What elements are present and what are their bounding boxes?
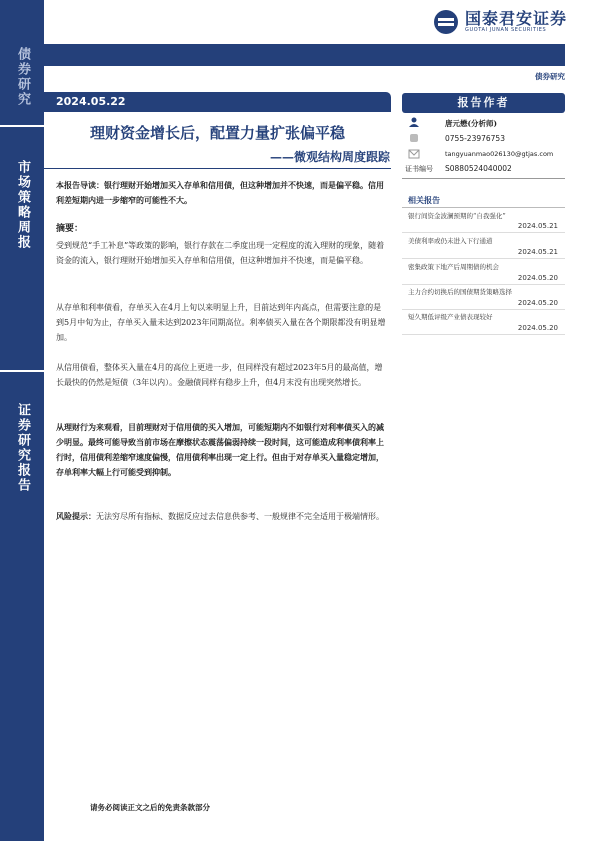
sidebar-bottom-label: 证券研究报告 [15, 403, 30, 493]
title-divider [44, 168, 391, 169]
logo-name-cn: 国泰君安证券 [464, 9, 567, 28]
sidebar [0, 0, 44, 841]
sidebar-divider [0, 125, 44, 127]
author-email[interactable]: tangyuanmao026130@gtjas.com [445, 150, 554, 158]
related-report-date: 2024.05.20 [517, 299, 558, 307]
guide-label: 本报告导读： [56, 180, 104, 190]
related-report-title[interactable]: 短久期低评级产业债表现较好 [408, 313, 493, 321]
risk-label: 风险提示： [56, 511, 96, 521]
related-report-date: 2024.05.21 [517, 248, 558, 256]
footer-disclaimer: 请务必阅读正文之后的免责条款部分 [90, 803, 210, 812]
risk-warning [56, 509, 386, 524]
related-divider [402, 207, 565, 208]
abstract-paragraph: 从存单和利率债看，存单买入在4月上旬以来明显上升，目前达到年内高点，但需要注意的是到5月中旬为止，存单买入量未达到2023年同期高位。利率债买入量在各个期限都没有明显增加。 [56, 303, 386, 342]
related-report-date: 2024.05.20 [517, 274, 558, 282]
list-divider [402, 258, 565, 259]
abstract-paragraph: 从理财行为来观看，目前理财对于信用债的买入增加，可能短期内不如银行对利率债买入的减少明显。最终可能导致当前市场在摩擦状态震荡偏弱持续一段时间，这可能造成利率债利率上行时，信用债利差缩窄速度偏慢，信用债利率出现一定上行。但由于对存单买入量稳定增加，存单利率大幅上行可能受到抑制。 [56, 422, 384, 477]
related-report-date: 2024.05.21 [517, 222, 558, 230]
list-divider [402, 284, 565, 285]
guide-text: 银行理财开始增加买入存单和信用债，但这种增加并不快速，而是偏平稳。信用利差短期内进一步缩窄的可能性不大。 [56, 180, 384, 205]
related-report-date: 2024.05.20 [517, 324, 558, 332]
risk-text: 无法穷尽所有指标、数据反应过去信息供参考、一般规律不完全适用于极端情形。 [96, 512, 384, 521]
report-guide [56, 178, 386, 208]
document-type: 债券研究 [535, 72, 565, 81]
related-report-title[interactable]: 主力合约切换后的国债期货策略选择 [408, 288, 512, 296]
related-report-title[interactable]: 银行间资金波澜预期的“自我强化” [408, 212, 506, 220]
cert-number: S0880524040002 [445, 164, 512, 173]
email-icon [408, 149, 420, 159]
header-bar [44, 44, 565, 66]
report-subtitle: ——微观结构周度跟踪 [269, 150, 390, 164]
phone-icon [408, 133, 420, 143]
related-report-title[interactable]: 美债利率或仍未进入下行通道 [408, 237, 493, 245]
sidebar-divider [0, 370, 44, 372]
author-phone: 0755-23976753 [445, 134, 505, 143]
abstract-paragraph: 从信用债看，整体买入量在4月的高位上更进一步，但同样没有超过2023年5月的最高值，增长最快的仍然是短债（3年以内）。金融债同样有稳步上升，但4月末没有出现突然增长。 [56, 363, 383, 387]
related-report-title[interactable]: 密集政策下地产后周期债的机会 [408, 263, 499, 271]
logo-name-en: GUOTAI JUNAN SECURITIES [464, 27, 547, 33]
report-title: 理财资金增长后，配置力量扩张偏平稳 [89, 124, 345, 142]
author-header: 报告作者 [402, 93, 565, 113]
list-divider [402, 232, 565, 233]
report-date: 2024.05.22 [56, 95, 126, 108]
abstract-label: 摘要： [56, 224, 84, 234]
logo-mark-icon [433, 9, 459, 35]
author-name: 唐元懋(分析师) [445, 119, 498, 128]
company-logo [433, 10, 567, 34]
person-icon [408, 117, 420, 127]
sidebar-report-type: 市场策略周报 [15, 160, 30, 250]
abstract-paragraph: 受到规范“手工补息”等政策的影响，银行存款在二季度出现一定程度的流入理财的现象，随着资金的流入，银行理财开始增加买入存单和信用债，但这种增加并不快速，而是偏平稳。 [56, 241, 385, 265]
related-reports-header: 相关报告 [408, 195, 440, 205]
sidebar-top-label: 债券研究 [15, 47, 30, 107]
author-divider [402, 178, 565, 179]
list-divider [402, 309, 565, 310]
list-divider [402, 334, 565, 335]
cert-label: 证书编号 [405, 165, 433, 173]
